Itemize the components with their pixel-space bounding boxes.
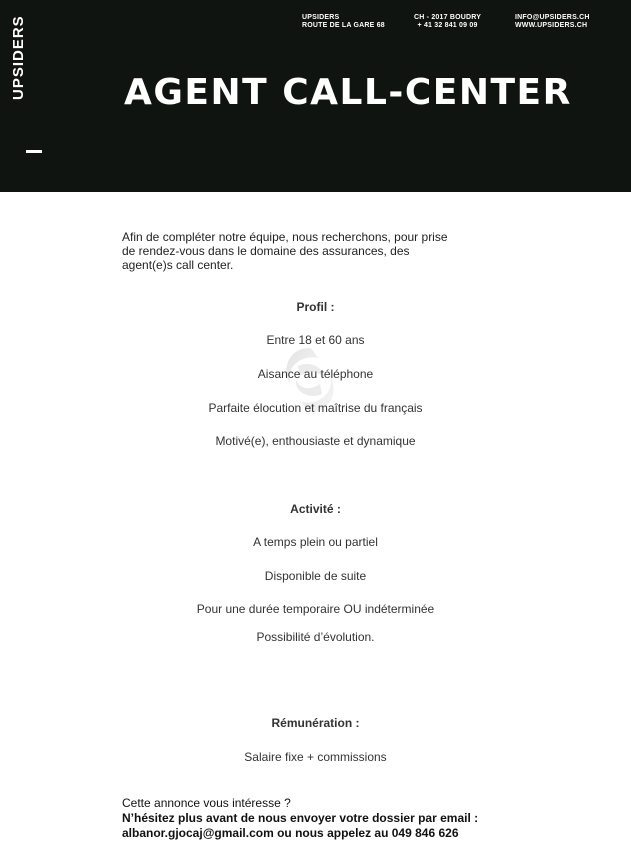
phone: + 41 32 841 09 09: [417, 22, 478, 29]
activite-item: A temps plein ou partiel: [253, 535, 378, 549]
footer-contact-details[interactable]: albanor.gjocaj@gmail.com ou nous appelez au 049 846 626: [122, 826, 459, 840]
city: CH - 2017 BOUDRY: [414, 14, 482, 21]
header-banner: [0, 0, 631, 192]
intro-line: agent(e)s call center.: [122, 258, 234, 272]
profil-item: Motivé(e), enthousiaste et dynamique: [215, 434, 416, 448]
remuneration-heading: Rémunération :: [271, 716, 360, 730]
activite-item: Pour une durée temporaire OU indéterminée: [196, 602, 435, 616]
contact-city-phone: [414, 14, 481, 30]
activite-item: Possibilité d’évolution.: [256, 630, 375, 644]
footer-call-to-action: [122, 796, 602, 841]
contact-online: [515, 14, 590, 30]
activite-item: Disponible de suite: [264, 569, 367, 583]
logo-underline: [26, 150, 42, 153]
intro-line: Afin de compléter notre équipe, nous recherchons, pour prise: [122, 230, 448, 244]
page-title: AGENT CALL-CENTER: [124, 72, 572, 113]
intro-line: de rendez-vous dans le domaine des assurances, des: [122, 244, 410, 258]
footer-invitation: N’hésitez plus avant de nous envoyer votre dossier par email :: [122, 811, 479, 825]
contact-address: [302, 14, 385, 30]
profil-item: Aisance au téléphone: [257, 367, 374, 381]
email-link[interactable]: INFO@UPSIDERS.CH: [515, 14, 590, 21]
logo-text: UPSIDERS: [10, 15, 27, 100]
remuneration-item: Salaire fixe + commissions: [244, 750, 387, 764]
intro-paragraph: [122, 230, 502, 272]
profil-item: Parfaite élocution et maîtrise du français: [208, 401, 423, 415]
activite-heading: Activité :: [290, 502, 341, 516]
profil-heading: Profil :: [296, 300, 335, 314]
company-name: UPSIDERS: [302, 14, 340, 21]
street-address: ROUTE DE LA GARE 68: [302, 22, 385, 29]
profil-item: Entre 18 et 60 ans: [266, 333, 365, 347]
website-link[interactable]: WWW.UPSIDERS.CH: [515, 22, 588, 29]
footer-question: Cette annonce vous intéresse ?: [122, 796, 291, 810]
